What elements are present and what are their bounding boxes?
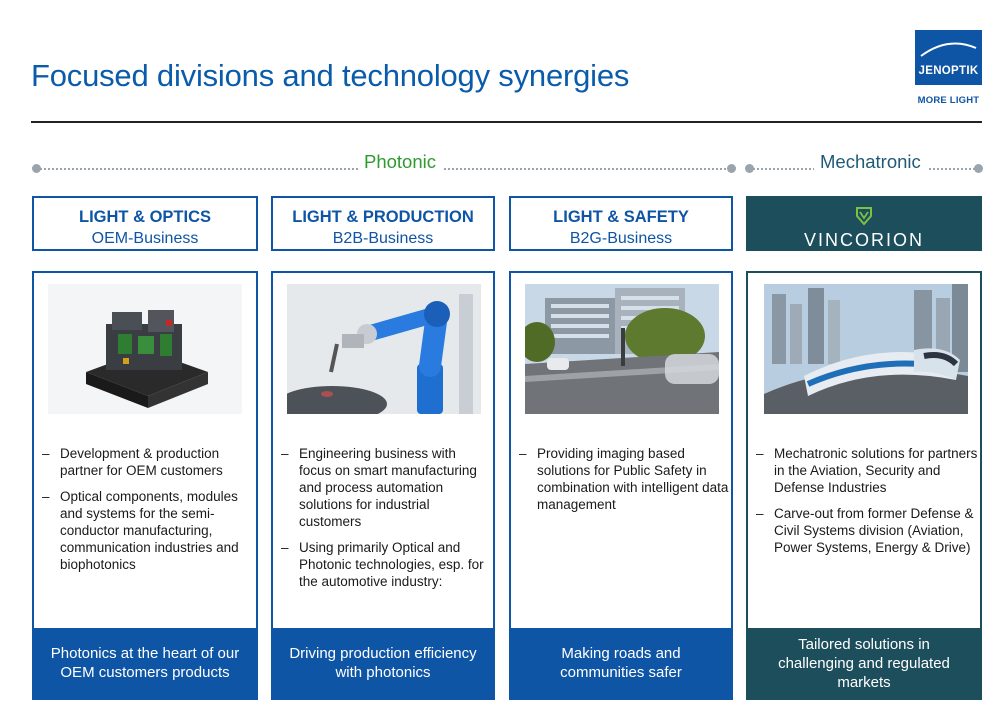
bullet-list [519,445,729,522]
logo-wordmark: JENOPTIK [918,65,979,77]
bullet-item: – Carve-out from former Defense & Civil Systems division (Aviation, Power Systems, Energy & Drive) [756,505,978,556]
division-card-vincorion [746,271,982,700]
division-tagline: Tailored solutions in challenging and regulated markets [748,628,980,698]
division-card-light-production [271,271,495,700]
page-title: Focused divisions and technology synergies [31,58,630,93]
photonic-label: Photonic [358,151,442,173]
jenoptik-logo [915,30,982,85]
road-traffic-photo [525,284,719,414]
division-business: OEM-Business [91,230,199,247]
mechatronic-label: Mechatronic [814,151,927,173]
vincorion-wordmark: VINCORION [803,230,924,250]
vincorion-shield-icon [854,206,874,226]
bullet-item: – Using primarily Optical and Photonic technologies, esp. for the automotive industry: [281,539,491,590]
division-card-light-safety [509,271,733,700]
bullet-list [42,445,252,582]
bullet-list [756,445,978,565]
division-name: LIGHT & SAFETY [553,208,689,226]
logo-slogan: MORE LIGHT [917,95,980,106]
division-business: B2G-Business [569,230,673,247]
logo-arc-icon [915,34,982,64]
division-tagline: Driving production efficiency with photonics [273,628,493,698]
bullet-list [281,445,491,599]
division-card-light-optics [32,271,258,700]
industrial-robot-photo [287,284,481,414]
bullet-item: – Mechatronic solutions for partners in the Aviation, Security and Defense Industries [756,445,978,496]
bullet-item: – Optical components, modules and systems for the semi-conductor manufacturing, communication industries and biophotonics [42,488,252,573]
segment-end-dot [727,164,736,173]
title-divider [31,121,982,123]
division-tagline: Making roads and communities safer [511,628,731,698]
bullet-item: – Engineering business with focus on smart manufacturing and process automation solutions for industrial customers [281,445,491,530]
division-business: B2B-Business [332,230,434,247]
bullet-item: – Providing imaging based solutions for Public Safety in combination with intelligent data management [519,445,729,513]
metro-train-photo [764,284,968,414]
division-name: LIGHT & PRODUCTION [292,208,474,226]
segment-end-dot [974,164,983,173]
division-header-light-production [271,196,495,251]
division-header-vincorion [746,196,982,251]
division-name: LIGHT & OPTICS [79,208,211,226]
division-tagline: Photonics at the heart of our OEM customers products [34,628,256,698]
division-header-light-safety [509,196,733,251]
optical-module-photo [48,284,242,414]
division-header-light-optics [32,196,258,251]
bullet-item: – Development & production partner for OEM customers [42,445,252,479]
